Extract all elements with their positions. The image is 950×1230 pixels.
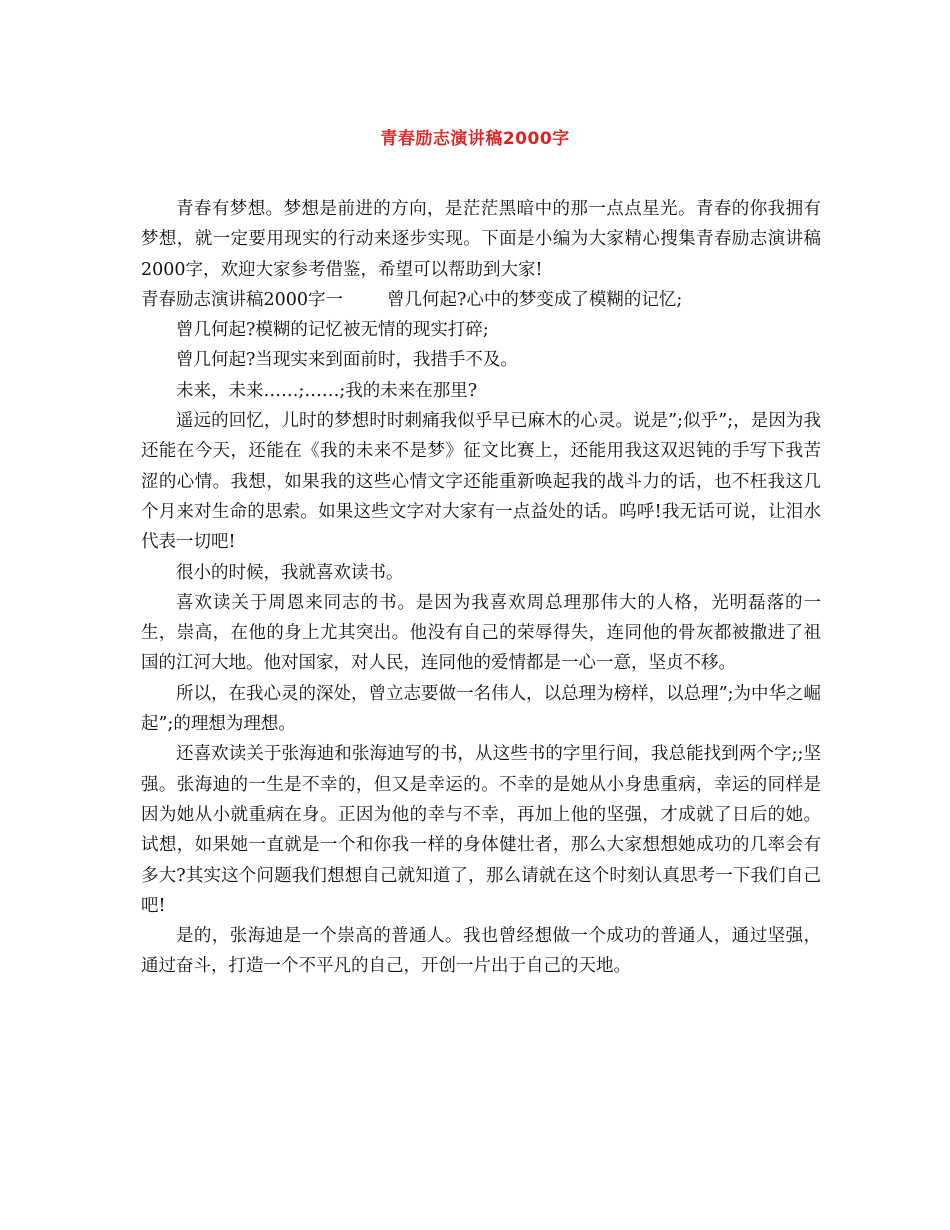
intro-paragraph: 青春有梦想。梦想是前进的方向，是茫茫黑暗中的那一点点星光。青春的你我拥有梦想，就一定要用现实的行动来逐步实现。下面是小编为大家精心搜集青春励志演讲稿2000字，欢迎大家参考借鉴，希望可以帮助到大家! xyxy=(141,199,821,280)
body-paragraph: 曾几何起?当现实来到面前时，我措手不及。 xyxy=(176,350,518,371)
body-paragraph: 未来，未来……;……;我的未来在那里? xyxy=(176,380,478,401)
body-paragraph: 所以，在我心灵的深处，曾立志要做一名伟人，以总理为榜样，以总理”;为中华之崛起”;的理想为理想。 xyxy=(141,683,821,735)
document-title: 青春励志演讲稿2000字 xyxy=(380,129,570,149)
body-paragraph: 遥远的回忆，儿时的梦想时时刺痛我似乎早已麻木的心灵。说是”;似乎”;，是因为我还能在今天，还能在《我的未来不是梦》征文比赛上，还能用我这双迟钝的手写下我苦涩的心情。我想，如果我的这些心情文字还能重新唤起我的战斗力的话，也不枉我这几个月来对生命的思索。如果这些文字对大家有一点益处的话。呜呼!我无话可说，让泪水代表一切吧! xyxy=(141,411,821,553)
body-paragraph: 曾几何起?模糊的记忆被无情的现实打碎; xyxy=(176,320,489,341)
body-paragraph: 喜欢读关于周恩来同志的书。是因为我喜欢周总理那伟大的人格，光明磊落的一生，崇高，在他的身上尤其突出。他没有自己的荣辱得失，连同他的骨灰都被撒进了祖国的江河大地。他对国家，对人民，连同他的爱情都是一心一意，坚贞不移。 xyxy=(141,592,821,674)
body-paragraph: 还喜欢读关于张海迪和张海迪写的书，从这些书的字里行间，我总能找到两个字;;坚强。张海迪的一生是不幸的，但又是幸运的。不幸的是她从小身患重病，幸运的同样是因为她从小就重病在身。正因为他的幸与不幸，再加上他的坚强，才成就了日后的她。试想，如果她一直就是一个和你我一样的身体健壮者，那么大家想想她成功的几率会有多大?其实这个问题我们想想自己就知道了，那么请就在这个时刻认真思考一下我们自己吧! xyxy=(141,744,821,916)
section-first-line: 曾几何起?心中的梦变成了模糊的记忆; xyxy=(387,289,683,310)
section-heading: 青春励志演讲稿2000字一 xyxy=(141,289,344,310)
body-paragraph: 很小的时候，我就喜欢读书。 xyxy=(176,562,404,583)
body-paragraph: 是的，张海迪是一个崇高的普通人。我也曾经想做一个成功的普通人，通过坚强，通过奋斗，打造一个不平凡的自己，开创一片出于自己的天地。 xyxy=(141,926,821,977)
document-body xyxy=(141,194,821,982)
section-heading-line xyxy=(141,285,821,315)
